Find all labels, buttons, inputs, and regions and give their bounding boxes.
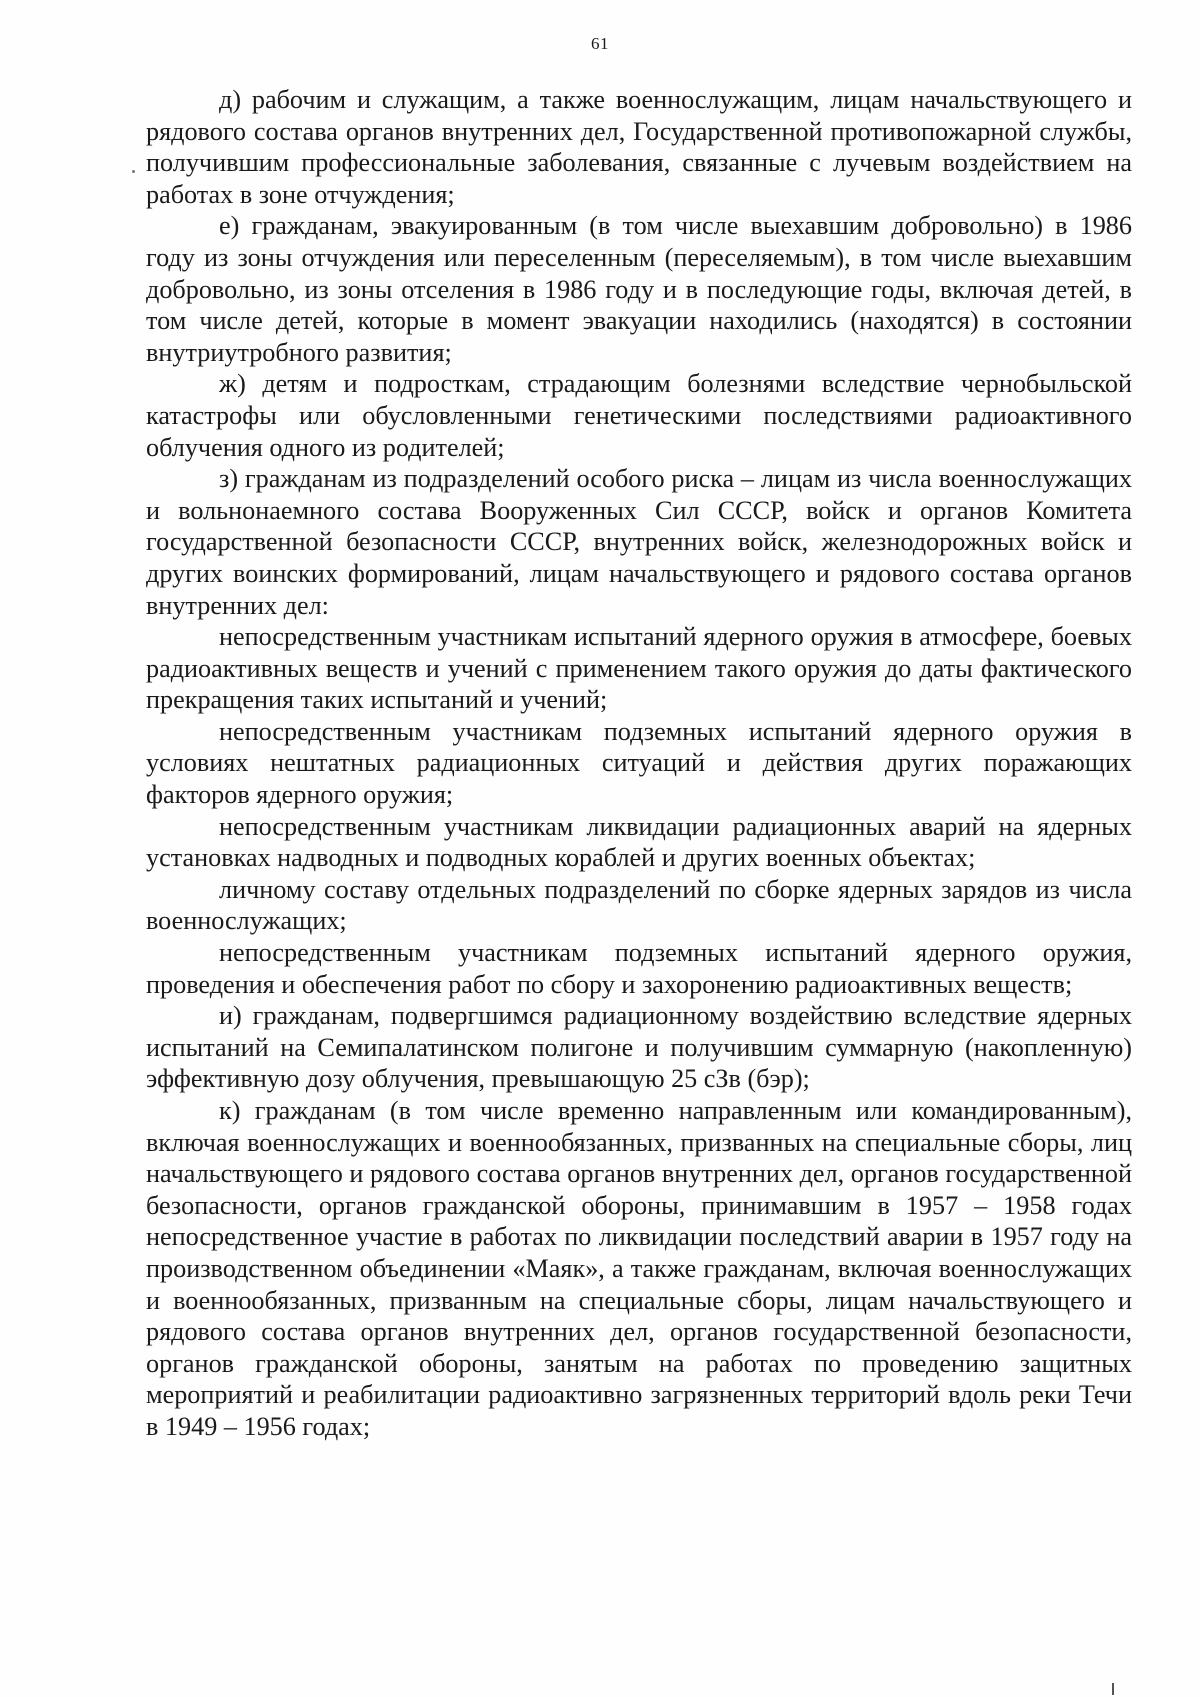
- paragraph-z-item-5: непосредственным участникам подземных испытаний ядерного оружия, проведения и обеспечения работ по сбору и захоронению радиоактивных веществ;: [146, 938, 1132, 999]
- paragraph-z: з) гражданам из подразделений особого риска – лицам из числа военнослужащих и вольнонаемного состава Вооруженных Сил СССР, войск и органов Комитета государственной безопасности СССР, внутренних войск, железнодорожных войск и других воинских формирований, лицам начальствующего и рядового состава органов внутренних дел:: [146, 464, 1132, 620]
- scan-artifact-mark: [1112, 1683, 1114, 1695]
- paragraph-z-item-3: непосредственным участникам ликвидации радиационных аварий на ядерных установках надводных и подводных кораблей и других военных объектах;: [146, 811, 1132, 873]
- paragraph-z-item-1: непосредственным участникам испытаний ядерного оружия в атмосфере, боевых радиоактивных веществ и учений с применением такого оружия до даты фактического прекращения таких испытаний и учений;: [146, 622, 1132, 715]
- paragraph-k: к) гражданам (в том числе временно направленным или командированным), включая военнослужащих и военнообязанных, призванных на специальные сборы, лиц начальствующего и рядового состава органов внутренних дел, органов государственной безопасности, органов гражданской обороны, принимавшим в 1957 – 1958 годах непосредственное участие в работах по ликвидации последствий аварии в 1957 году на производственном объединении «Маяк», а также гражданам, включая военнослужащих и военнообязанных, призванным на специальные сборы, лицам начальствующего и рядового состава органов внутренних дел, органов государственной безопасности, органов гражданской обороны, занятым на работах по проведению защитных мероприятий и реабилитации радиоактивно загрязненных территорий вдоль реки Течи в 1949 – 1956 годах;: [146, 1096, 1132, 1441]
- page-number: 61: [591, 34, 609, 53]
- paragraph-d: д) рабочим и служащим, а также военнослужащим, лицам начальствующего и рядового состава органов внутренних дел, Государственной противопожарной службы, получившим профессиональные заболевания, связанные с лучевым воздействием на работах в зоне отчуждения;: [146, 85, 1132, 209]
- paragraph-i: и) гражданам, подвергшимся радиационному воздействию вследствие ядерных испытаний на Семипалатинском полигоне и получившим суммарную (накопленную) эффективную дозу облучения, превышающую 25 сЗв (бэр);: [146, 1001, 1132, 1094]
- paragraph-zh: ж) детям и подросткам, страдающим болезнями вследствие чернобыльской катастрофы или обусловленными генетическими последствиями радиоактивного облучения одного из родителей;: [146, 369, 1132, 462]
- paragraph-z-item-2: непосредственным участникам подземных испытаний ядерного оружия в условиях нештатных радиационных ситуаций и действия других поражающих факторов ядерного оружия;: [146, 716, 1132, 810]
- paragraph-z-item-4: личному составу отдельных подразделений по сборке ядерных зарядов из числа военнослужащих;: [146, 874, 1132, 936]
- paragraph-e: е) гражданам, эвакуированным (в том числе выехавшим добровольно) в 1986 году из зоны отчуждения или переселенным (переселяемым), в том числе выехавшим добровольно, из зоны отселения в 1986 году и в последующие годы, включая детей, в том числе детей, которые в момент эвакуации находились (находятся) в состоянии внутриутробного развития;: [146, 211, 1132, 367]
- scan-artifact-dot: [132, 170, 135, 173]
- document-body: [146, 84, 1132, 1443]
